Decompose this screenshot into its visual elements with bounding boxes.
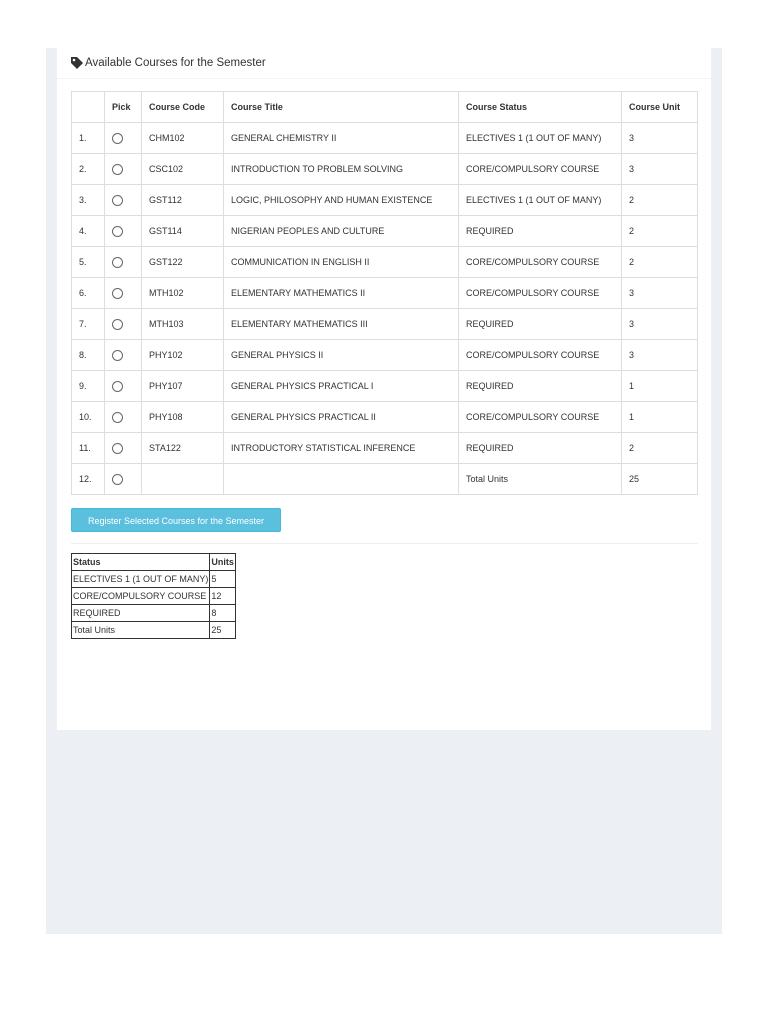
course-title: ELEMENTARY MATHEMATICS II [224,278,459,309]
course-status: CORE/COMPULSORY COURSE [459,340,622,371]
row-number: 8. [72,340,105,371]
pick-radio[interactable] [112,319,123,330]
course-status: REQUIRED [459,371,622,402]
course-status: CORE/COMPULSORY COURSE [459,402,622,433]
table-row [72,402,698,433]
row-number: 9. [72,371,105,402]
course-unit: 2 [622,216,698,247]
row-number: 4. [72,216,105,247]
course-status: REQUIRED [459,433,622,464]
pick-radio[interactable] [112,443,123,454]
row-number: 1. [72,123,105,154]
pick-cell [105,464,142,495]
row-number: 6. [72,278,105,309]
box-header [57,48,711,79]
pick-cell [105,185,142,216]
course-title: INTRODUCTION TO PROBLEM SOLVING [224,154,459,185]
course-code [142,464,224,495]
course-status: CORE/COMPULSORY COURSE [459,154,622,185]
course-title: NIGERIAN PEOPLES AND CULTURE [224,216,459,247]
course-status: Total Units [459,464,622,495]
course-status: REQUIRED [459,309,622,340]
pick-radio[interactable] [112,350,123,361]
course-title: GENERAL CHEMISTRY II [224,123,459,154]
course-unit: 3 [622,154,698,185]
course-code: GST114 [142,216,224,247]
summary-row [72,622,236,639]
course-unit: 3 [622,340,698,371]
course-title: INTRODUCTORY STATISTICAL INFERENCE [224,433,459,464]
tag-icon [70,56,84,70]
pick-cell [105,216,142,247]
course-status: CORE/COMPULSORY COURSE [459,247,622,278]
row-number: 2. [72,154,105,185]
divider [71,543,698,544]
course-title: COMMUNICATION IN ENGLISH II [224,247,459,278]
course-code: CHM102 [142,123,224,154]
units-summary-table [71,553,236,639]
summary-status: REQUIRED [72,605,210,622]
column-header-course-code: Course Code [142,92,224,123]
course-status: REQUIRED [459,216,622,247]
pick-radio[interactable] [112,133,123,144]
course-code: GST122 [142,247,224,278]
course-code: GST112 [142,185,224,216]
summary-row [72,571,236,588]
course-title: LOGIC, PHILOSOPHY AND HUMAN EXISTENCE [224,185,459,216]
table-row [72,216,698,247]
table-row [72,464,698,495]
pick-cell [105,340,142,371]
table-row [72,278,698,309]
table-row [72,123,698,154]
pick-radio[interactable] [112,226,123,237]
course-title: GENERAL PHYSICS II [224,340,459,371]
course-unit: 3 [622,123,698,154]
course-title [224,464,459,495]
register-courses-button[interactable]: Register Selected Courses for the Semester [71,508,281,532]
summary-units: 25 [210,622,236,639]
summary-status: ELECTIVES 1 (1 OUT OF MANY) [72,571,210,588]
course-unit: 1 [622,402,698,433]
table-row [72,185,698,216]
course-unit: 25 [622,464,698,495]
courses-table [71,91,698,495]
course-unit: 2 [622,247,698,278]
course-title: ELEMENTARY MATHEMATICS III [224,309,459,340]
course-code: PHY102 [142,340,224,371]
course-code: MTH102 [142,278,224,309]
pick-radio[interactable] [112,474,123,485]
course-unit: 3 [622,309,698,340]
course-code: CSC102 [142,154,224,185]
course-code: MTH103 [142,309,224,340]
course-unit: 1 [622,371,698,402]
summary-header-units: Units [210,554,236,571]
box-title: Available Courses for the Semester [85,57,266,69]
column-header-course-status: Course Status [459,92,622,123]
pick-radio[interactable] [112,164,123,175]
pick-cell [105,402,142,433]
pick-cell [105,278,142,309]
pick-radio[interactable] [112,288,123,299]
summary-status: CORE/COMPULSORY COURSE [72,588,210,605]
course-status: CORE/COMPULSORY COURSE [459,278,622,309]
course-code: STA122 [142,433,224,464]
table-row [72,247,698,278]
column-header-course-title: Course Title [224,92,459,123]
table-header-row [72,92,698,123]
course-unit: 2 [622,185,698,216]
summary-units: 12 [210,588,236,605]
summary-row [72,605,236,622]
course-title: GENERAL PHYSICS PRACTICAL I [224,371,459,402]
course-unit: 2 [622,433,698,464]
pick-radio[interactable] [112,412,123,423]
row-number: 10. [72,402,105,433]
column-header-number [72,92,105,123]
summary-status: Total Units [72,622,210,639]
pick-cell [105,247,142,278]
row-number: 7. [72,309,105,340]
course-status: ELECTIVES 1 (1 OUT OF MANY) [459,123,622,154]
course-status: ELECTIVES 1 (1 OUT OF MANY) [459,185,622,216]
pick-cell [105,154,142,185]
summary-units: 8 [210,605,236,622]
summary-units: 5 [210,571,236,588]
table-row [72,371,698,402]
pick-radio[interactable] [112,257,123,268]
table-row [72,340,698,371]
column-header-pick: Pick [105,92,142,123]
course-code: PHY108 [142,402,224,433]
pick-radio[interactable] [112,195,123,206]
pick-cell [105,309,142,340]
row-number: 12. [72,464,105,495]
pick-cell [105,433,142,464]
column-header-course-unit: Course Unit [622,92,698,123]
table-row [72,309,698,340]
summary-row [72,588,236,605]
pick-radio[interactable] [112,381,123,392]
course-title: GENERAL PHYSICS PRACTICAL II [224,402,459,433]
row-number: 5. [72,247,105,278]
course-unit: 3 [622,278,698,309]
summary-header-status: Status [72,554,210,571]
table-row [72,433,698,464]
row-number: 3. [72,185,105,216]
summary-header-row [72,554,236,571]
pick-cell [105,371,142,402]
table-row [72,154,698,185]
course-code: PHY107 [142,371,224,402]
pick-cell [105,123,142,154]
row-number: 11. [72,433,105,464]
